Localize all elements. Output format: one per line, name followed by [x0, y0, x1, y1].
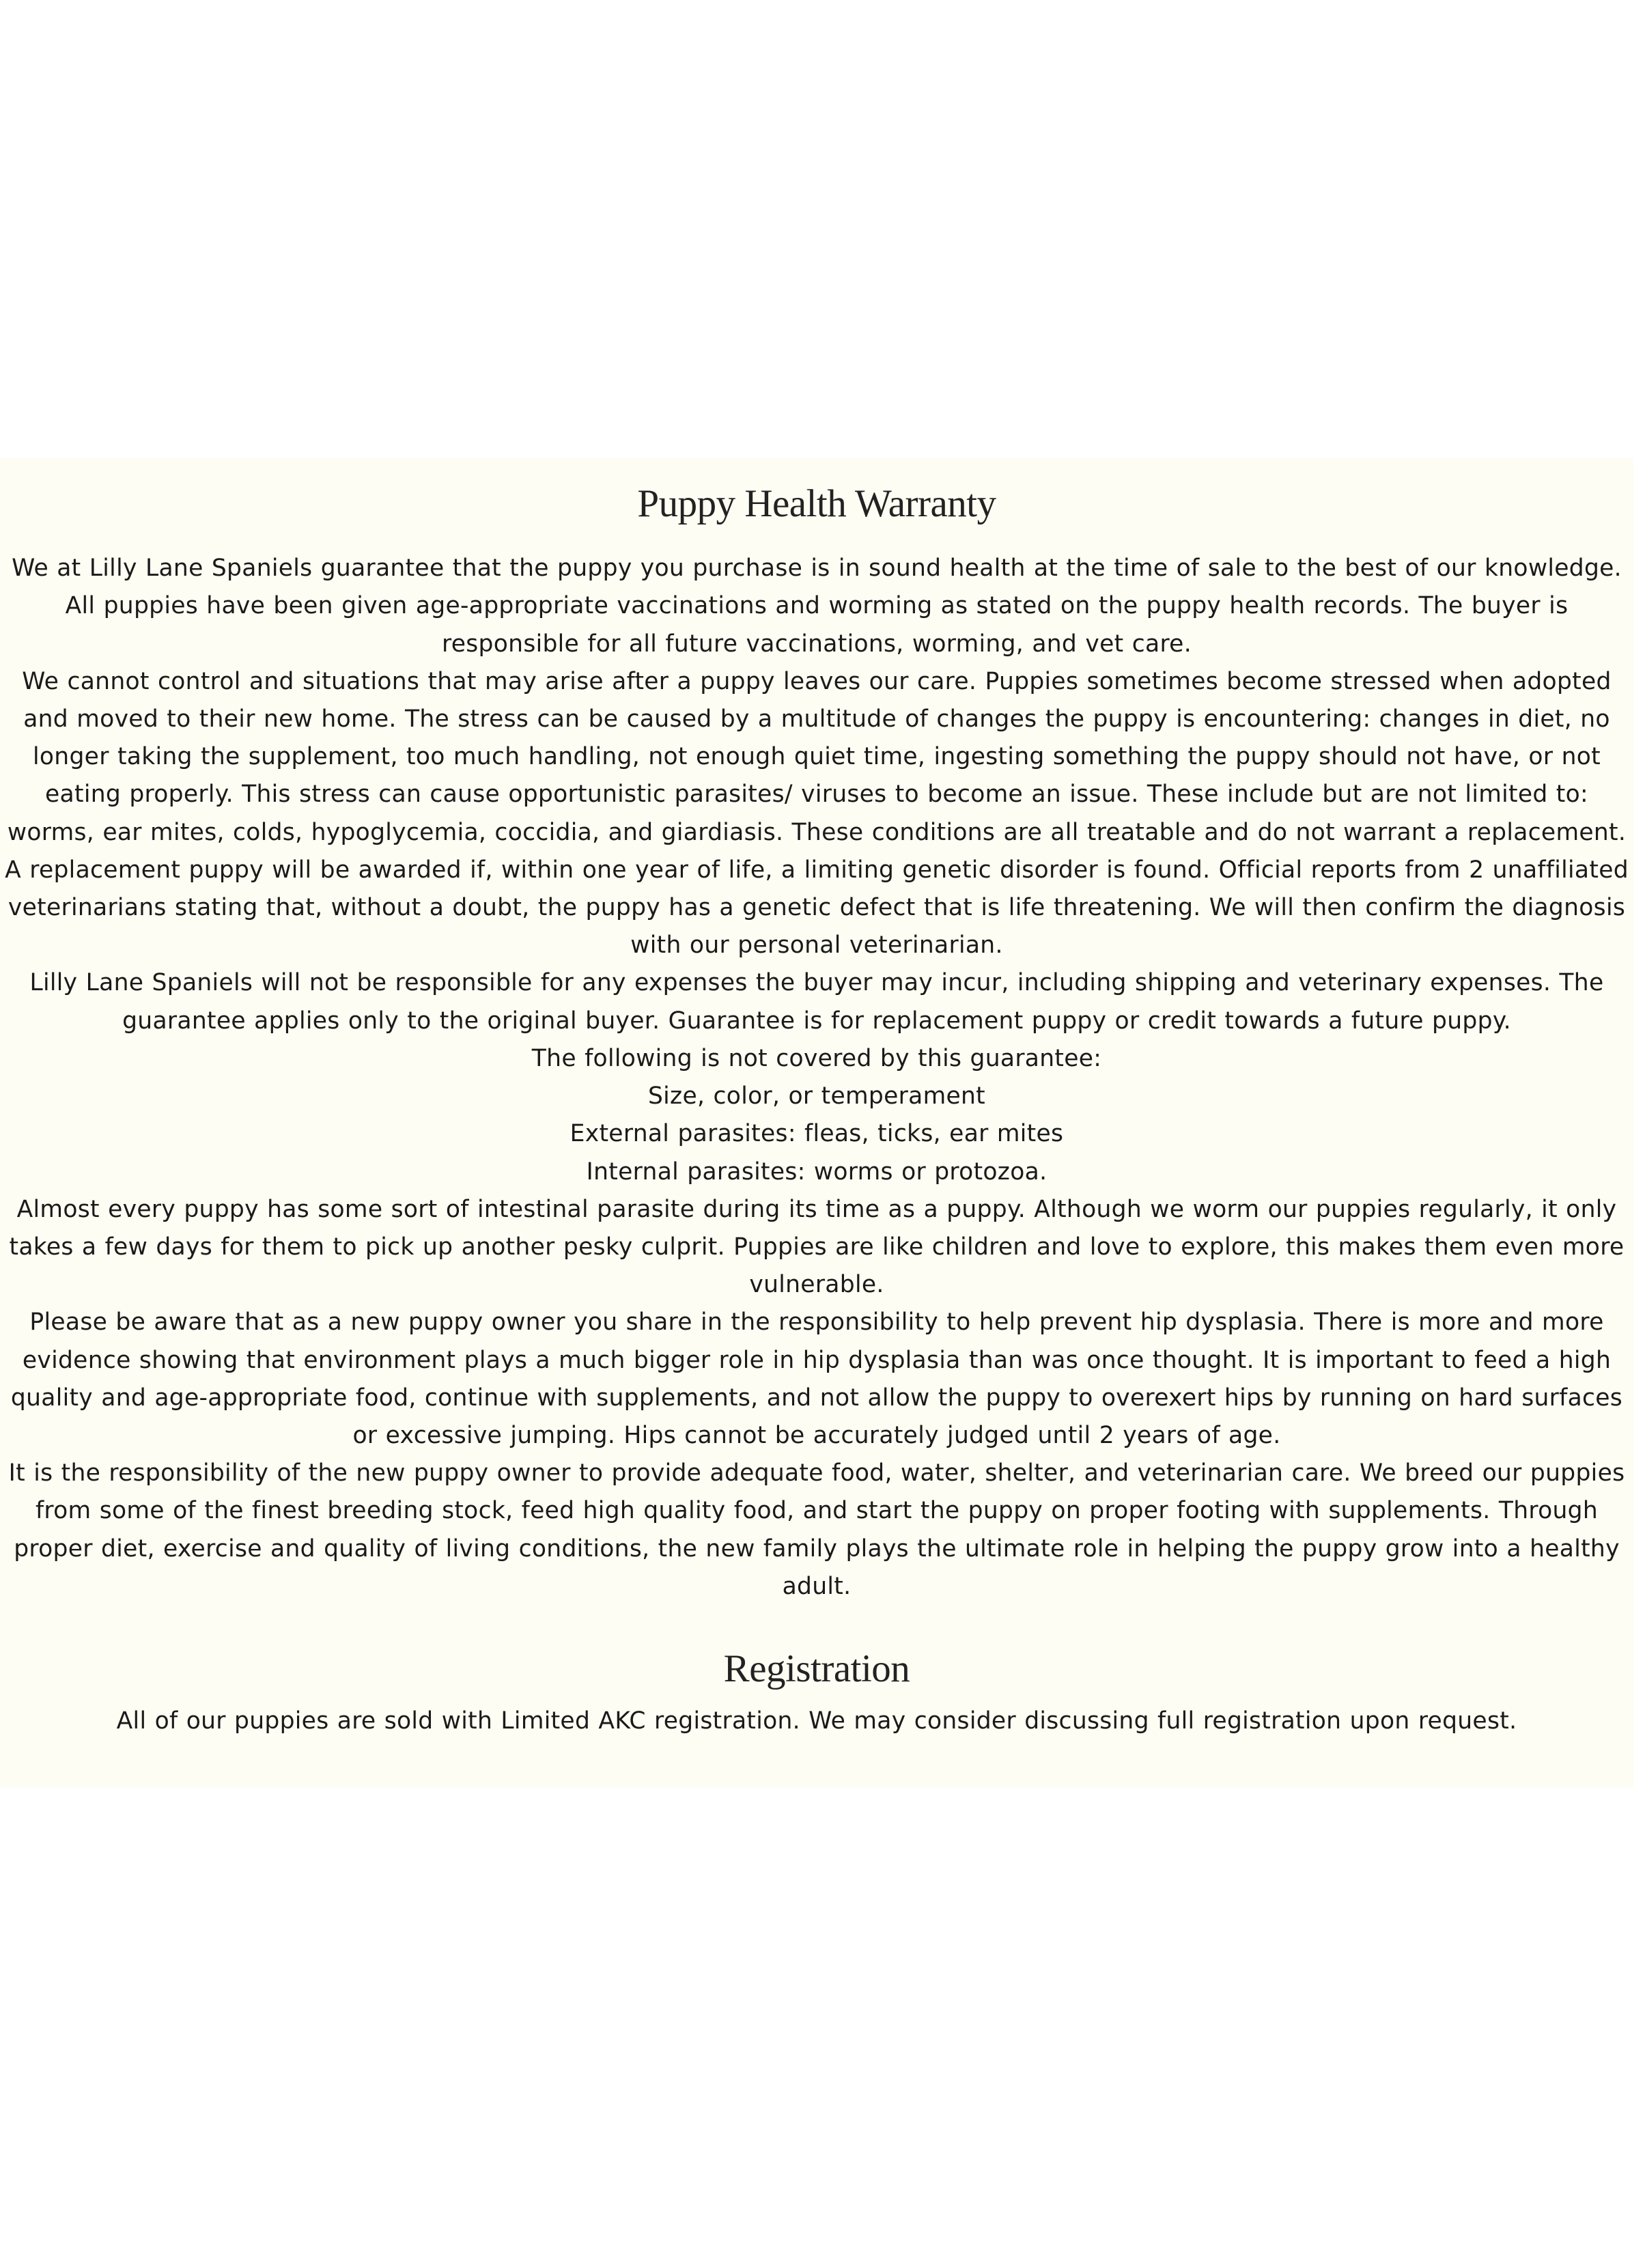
warranty-title: Puppy Health Warranty	[637, 482, 996, 525]
warranty-paragraph: We cannot control and situations that may arise after a puppy leaves our care. Puppies sometimes become stressed when adopted and moved to their new home. The stress can be caused by a multitude of changes the puppy is encountering: changes in diet, no longer taking the supplement, too much handling, not enough quiet time, ingesting something the puppy should not have, or not eating properly. This stress can cause opportunistic parasites/ viruses to become an issue. These include but are not limited to: worms, ear mites, colds, hypoglycemia, coccidia, and giardiasis. These conditions are all treatable and do not warrant a replacement.	[7, 667, 1627, 846]
warranty-paragraph: Lilly Lane Spaniels will not be responsible for any expenses the buyer may incur, including shipping and veterinary expenses. The guarantee applies only to the original buyer. Guarantee is for replacement puppy or credit towards a future puppy.	[29, 969, 1604, 1035]
not-covered-item: Size, color, or temperament	[647, 1082, 986, 1110]
warranty-paragraph: Please be aware that as a new puppy owner you share in the responsibility to help prevent hip dysplasia. There is more and more evidence showing that environment plays a much bigger role in hip dysplasia than was once thought. It is important to feed a high quality and age-appropriate food, continue with supplements, and not allow the puppy to overexert hips by running on hard surfaces or excessive jumping. Hips cannot be accurately judged until 2 years of age.	[10, 1308, 1623, 1449]
registration-title: Registration	[723, 1647, 910, 1690]
warranty-paragraph: A replacement puppy will be awarded if, within one year of life, a limiting genetic disorder is found. Official reports from 2 unaffiliated veterinarians stating that, without a doubt, the puppy has a genetic defect that is life threatening. We will then confirm the diagnosis with our personal veterinarian.	[5, 856, 1629, 960]
warranty-paragraph: Almost every puppy has some sort of intestinal parasite during its time as a puppy. Although we worm our puppies regularly, it only takes a few days for them to pick up another pesky culprit. Puppies are like children and love to explore, this makes them even more vulnerable.	[9, 1195, 1625, 1299]
not-covered-heading: The following is not covered by this guarantee:	[531, 1044, 1102, 1072]
registration-body	[0, 1703, 1633, 1740]
warranty-paragraph: It is the responsibility of the new puppy owner to provide adequate food, water, shelter, and veterinarian care. We breed our puppies from some of the finest breeding stock, feed high quality food, and start the puppy on proper footing with supplements. Through proper diet, exercise and quality of living conditions, the new family plays the ultimate role in helping the puppy grow into a healthy adult.	[8, 1459, 1625, 1600]
warranty-paragraph: We at Lilly Lane Spaniels guarantee that the puppy you purchase is in sound health at the time of sale to the best of our knowledge. All puppies have been given age-appropriate vaccinations and worming as stated on the puppy health records. The buyer is responsible for all future vaccinations, worming, and vet care.	[12, 555, 1622, 658]
not-covered-item: Internal parasites: worms or protozoa.	[586, 1158, 1048, 1186]
warranty-body	[0, 550, 1633, 1606]
not-covered-item: External parasites: fleas, ticks, ear mites	[570, 1120, 1064, 1148]
registration-text: All of our puppies are sold with Limited AKC registration. We may consider discussing full registration upon request.	[116, 1707, 1517, 1735]
content-panel	[0, 458, 1633, 1788]
